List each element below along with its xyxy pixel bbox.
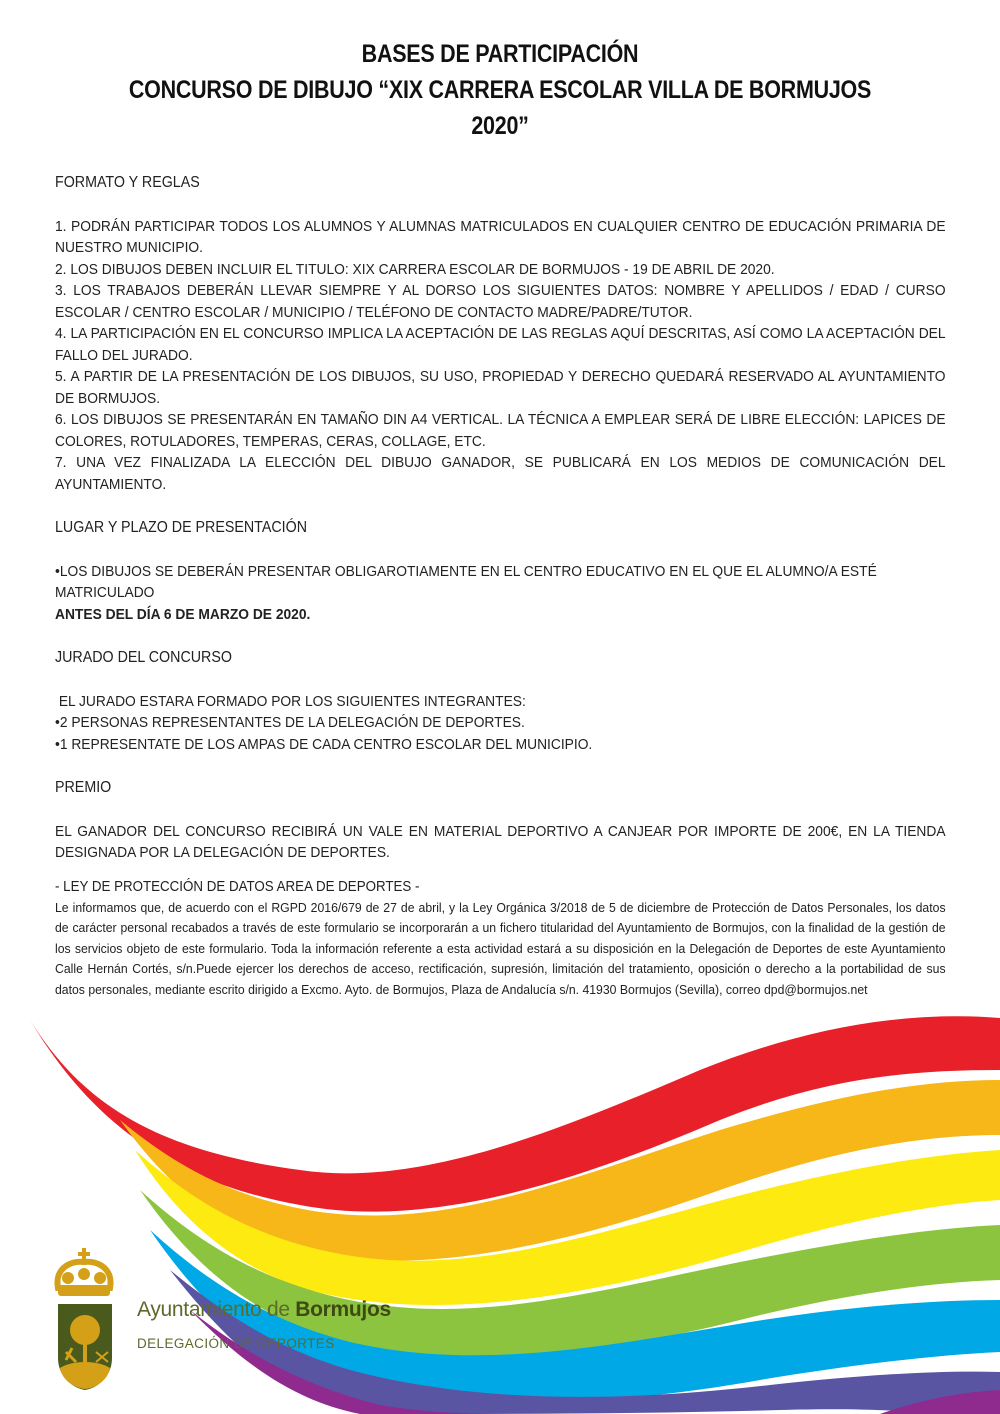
jurado-intro: EL JURADO ESTARA FORMADO POR LOS SIGUIENTES INTEGRANTES: xyxy=(55,692,526,710)
crown-icon xyxy=(57,1248,110,1296)
section-heading-jurado: JURADO DEL CONCURSO xyxy=(55,649,232,666)
jurado-member: •2 PERSONAS REPRESENTANTES DE LA DELEGACIÓN DE DEPORTES. xyxy=(55,714,525,731)
document-title xyxy=(104,36,895,144)
rules-list xyxy=(55,216,946,496)
rule-item: 1. PODRÁN PARTICIPAR TODOS LOS ALUMNOS Y ALUMNAS MATRICULADOS EN CUALQUIER CENTRO DE EDUCACIÓN PRIMARIA DE NUESTRO MUNICIPIO. xyxy=(55,217,946,256)
rules-body xyxy=(55,172,945,864)
rule-item: 5. A PARTIR DE LA PRESENTACIÓN DE LOS DIBUJOS, SU USO, PROPIEDAD Y DERECHO QUEDARÁ RESERVADO AL AYUNTAMIENTO DE BORMUJOS. xyxy=(55,368,946,407)
title-line-1: BASES DE PARTICIPACIÓN xyxy=(361,40,639,68)
rule-item: 2. LOS DIBUJOS DEBEN INCLUIR EL TITULO: XIX CARRERA ESCOLAR DE BORMUJOS - 19 DE ABRIL DE 2020. xyxy=(55,260,775,278)
legal-text: Le informamos que, de acuerdo con el RGPD 2016/679 de 27 de abril, y la Ley Orgánica 3/2018 de 5 de diciembre de Protección de Datos Personales, los datos de carácter personal recabados a través de este formulario se incorporarán a un fichero titularidad del Ayuntamiento de Bormujos, con la finalidad de la gestión de los servicios objeto de este formulario. Toda la información referente a esta actividad estará a su disposición en la Delegación de Deportes de este Ayuntamiento Calle Hernán Cortés, s/n.Puede ejercer los derechos de acceso, rectificación, supresión, limitación del tratamiento, oposición o derecho a la portabilidad de sus datos personales, mediante escrito dirigido a Excmo. Ayto. de Bormujos, Plaza de Andalucía s/n. 41930 Bormujos (Sevilla), correo dpd@bormujos.net xyxy=(55,899,946,997)
rule-item: 7. UNA VEZ FINALIZADA LA ELECCIÓN DEL DIBUJO GANADOR, SE PUBLICARÁ EN LOS MEDIOS DE COMUNICACIÓN DEL AYUNTAMIENTO. xyxy=(55,454,946,493)
rule-item: 6. LOS DIBUJOS SE PRESENTARÁN EN TAMAÑO DIN A4 VERTICAL. LA TÉCNICA A EMPLEAR SERÁ DE LIBRE ELECCIÓN: LAPICES DE COLORES, ROTULADORES, TEMPERAS, CERAS, COLLAGE, ETC. xyxy=(55,411,946,450)
section-heading-formato: FORMATO Y REGLAS xyxy=(55,174,200,191)
legal-heading: - LEY DE PROTECCIÓN DE DATOS AREA DE DEPORTES - xyxy=(55,879,420,895)
logo-department: DELEGACIÓN DE DEPORTES xyxy=(137,1336,335,1351)
section-heading-premio: PREMIO xyxy=(55,779,112,796)
logo-name xyxy=(137,1298,391,1322)
lugar-text: •LOS DIBUJOS SE DEBERÁN PRESENTAR OBLIGAROTIAMENTE EN EL CENTRO EDUCATIVO EN EL QUE EL ALUMNO/A ESTÉ MATRICULADO xyxy=(55,562,877,601)
rule-item: 4. LA PARTICIPACIÓN EN EL CONCURSO IMPLICA LA ACEPTACIÓN DE LAS REGLAS AQUÍ DESCRITAS, ASÍ COMO LA ACEPTACIÓN DEL FALLO DEL JURADO. xyxy=(55,325,946,364)
rule-item: 3. LOS TRABAJOS DEBERÁN LLEVAR SIEMPRE Y AL DORSO LOS SIGUIENTES DATOS: NOMBRE Y APELLIDOS / EDAD / CURSO ESCOLAR / CENTRO ESCOLAR / MUNICIPIO / TELÉFONO DE CONTACTO MADRE/PADRE/TUTOR. xyxy=(55,282,946,321)
title-line-2: CONCURSO DE DIBUJO “XIX CARRERA ESCOLAR VILLA DE BORMUJOS xyxy=(128,76,872,104)
jurado-member: •1 REPRESENTATE DE LOS AMPAS DE CADA CENTRO ESCOLAR DEL MUNICIPIO. xyxy=(55,735,593,753)
premio-text: EL GANADOR DEL CONCURSO RECIBIRÁ UN VALE EN MATERIAL DEPORTIVO A CANJEAR POR IMPORTE DE 200€, EN LA TIENDA DESIGNADA POR LA DELEGACIÓN DE DEPORTES. xyxy=(55,822,946,861)
shield-icon xyxy=(58,1304,112,1390)
logo-name-bold: Bormujos xyxy=(295,1298,391,1321)
logo-name-prefix: Ayuntamiento de xyxy=(137,1298,296,1321)
lugar-deadline: ANTES DEL DÍA 6 DE MARZO DE 2020. xyxy=(55,605,311,623)
section-heading-lugar: LUGAR Y PLAZO DE PRESENTACIÓN xyxy=(55,519,308,536)
title-line-3: 2020” xyxy=(471,112,529,140)
